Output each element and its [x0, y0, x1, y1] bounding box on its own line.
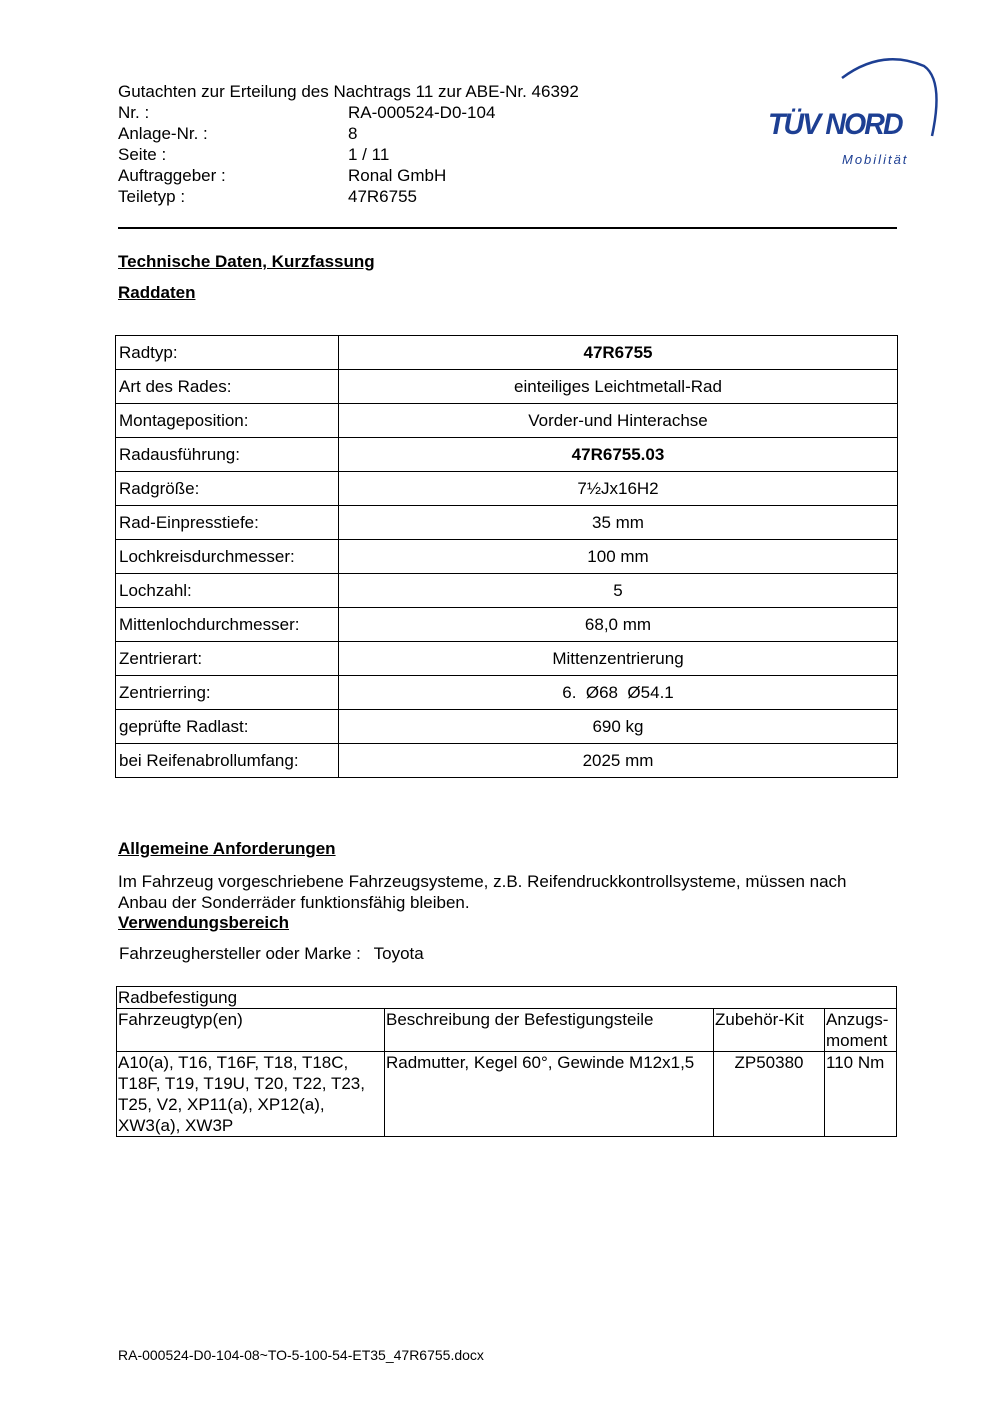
meta-value: 1 / 11	[348, 145, 390, 164]
row-value: 47R6755.03	[339, 438, 898, 472]
table-row	[116, 744, 898, 778]
meta-key: Teiletyp :	[118, 187, 186, 206]
row-value: 7½Jx16H2	[339, 472, 898, 506]
cell-fahrzeugtypen: A10(a), T16, T16F, T18, T18C, T18F, T19, T19U, T20, T22, T23, T25, V2, XP11(a), XP12(a), XW3(a), XW3P	[117, 1052, 385, 1137]
table-row	[116, 574, 898, 608]
befestigung-title: Radbefestigung	[117, 987, 897, 1009]
document-title: Gutachten zur Erteilung des Nachtrags 11 zur ABE-Nr. 46392	[118, 82, 579, 101]
logo-sub: Mobilität	[842, 152, 909, 167]
row-value: 5	[339, 574, 898, 608]
table-row	[116, 540, 898, 574]
meta-row-teiletyp	[118, 186, 495, 207]
hersteller-label: Fahrzeughersteller oder Marke :	[119, 944, 361, 963]
table-header-row	[117, 1009, 897, 1052]
footer-filename: RA-000524-D0-104-08~TO-5-100-54-ET35_47R6755.docx	[118, 1347, 484, 1363]
tuv-nord-logo	[762, 56, 942, 171]
row-value: 68,0 mm	[339, 608, 898, 642]
meta-value: Ronal GmbH	[348, 166, 447, 185]
row-value: 2025 mm	[339, 744, 898, 778]
row-label: Radausführung:	[116, 438, 339, 472]
befestigung-table	[116, 986, 897, 1137]
row-label: Mittenlochdurchmesser:	[116, 608, 339, 642]
row-label: Radgröße:	[116, 472, 339, 506]
meta-key: Anlage-Nr. :	[118, 124, 208, 143]
hersteller-value: Toyota	[373, 944, 424, 963]
table-row	[116, 336, 898, 370]
row-value: 35 mm	[339, 506, 898, 540]
header-meta	[118, 102, 495, 207]
table-row	[116, 506, 898, 540]
header-zubehoer-kit: Zubehör-Kit	[714, 1009, 825, 1052]
header-anzugsmoment: Anzugs-moment	[825, 1009, 897, 1052]
meta-value: RA-000524-D0-104	[348, 103, 496, 122]
meta-key: Auftraggeber :	[118, 166, 226, 185]
meta-key: Nr. :	[118, 103, 150, 122]
row-value: 100 mm	[339, 540, 898, 574]
section-verwendung: Verwendungsbereich	[118, 913, 289, 932]
row-value: 690 kg	[339, 710, 898, 744]
row-label: bei Reifenabrollumfang:	[116, 744, 339, 778]
table-row	[116, 676, 898, 710]
row-label: Rad-Einpresstiefe:	[116, 506, 339, 540]
row-label: Montageposition:	[116, 404, 339, 438]
row-label: Lochkreisdurchmesser:	[116, 540, 339, 574]
table-row	[117, 987, 897, 1009]
section-allgemeine: Allgemeine Anforderungen	[118, 839, 336, 858]
table-row	[116, 642, 898, 676]
table-row	[116, 404, 898, 438]
row-value: 47R6755	[339, 336, 898, 370]
section-technische-daten: Technische Daten, Kurzfassung	[118, 252, 375, 271]
header-beschreibung: Beschreibung der Befestigungsteile	[385, 1009, 714, 1052]
table-row	[116, 370, 898, 404]
meta-value: 47R6755	[348, 187, 418, 206]
row-label: Zentrierart:	[116, 642, 339, 676]
row-value: Mittenzentrierung	[339, 642, 898, 676]
meta-value: 8	[348, 124, 358, 143]
header-fahrzeugtyp: Fahrzeugtyp(en)	[117, 1009, 385, 1052]
row-label: Radtyp:	[116, 336, 339, 370]
row-value: Vorder-und Hinterachse	[339, 404, 898, 438]
allgemeine-text: Im Fahrzeug vorgeschriebene Fahrzeugsysteme, z.B. Reifendruckkontrollsysteme, müssen nach Anbau der Sonderräder funktionsfähig bleiben.	[118, 872, 847, 912]
table-row	[116, 710, 898, 744]
table-row	[117, 1052, 897, 1137]
meta-row-anlage	[118, 123, 495, 144]
table-row	[116, 608, 898, 642]
row-value: einteiliges Leichtmetall-Rad	[339, 370, 898, 404]
cell-zubehoer-kit: ZP50380	[714, 1052, 825, 1137]
row-label: Zentrierring:	[116, 676, 339, 710]
row-label: Art des Rades:	[116, 370, 339, 404]
meta-row-auftraggeber	[118, 165, 495, 186]
logo-brand: TÜV NORD	[768, 108, 902, 141]
meta-row-seite	[118, 144, 495, 165]
meta-key: Seite :	[118, 145, 167, 164]
cell-anzugsmoment: 110 Nm	[825, 1052, 897, 1137]
row-value: 6. Ø68 Ø54.1	[339, 676, 898, 710]
table-row	[116, 438, 898, 472]
hersteller-line	[119, 944, 424, 964]
meta-row-nr	[118, 102, 495, 123]
cell-beschreibung: Radmutter, Kegel 60°, Gewinde M12x1,5	[385, 1052, 714, 1137]
section-raddaten: Raddaten	[118, 283, 196, 302]
table-row	[116, 472, 898, 506]
raddaten-table	[115, 335, 898, 778]
row-label: Lochzahl:	[116, 574, 339, 608]
header-divider	[118, 227, 897, 229]
row-label: geprüfte Radlast:	[116, 710, 339, 744]
